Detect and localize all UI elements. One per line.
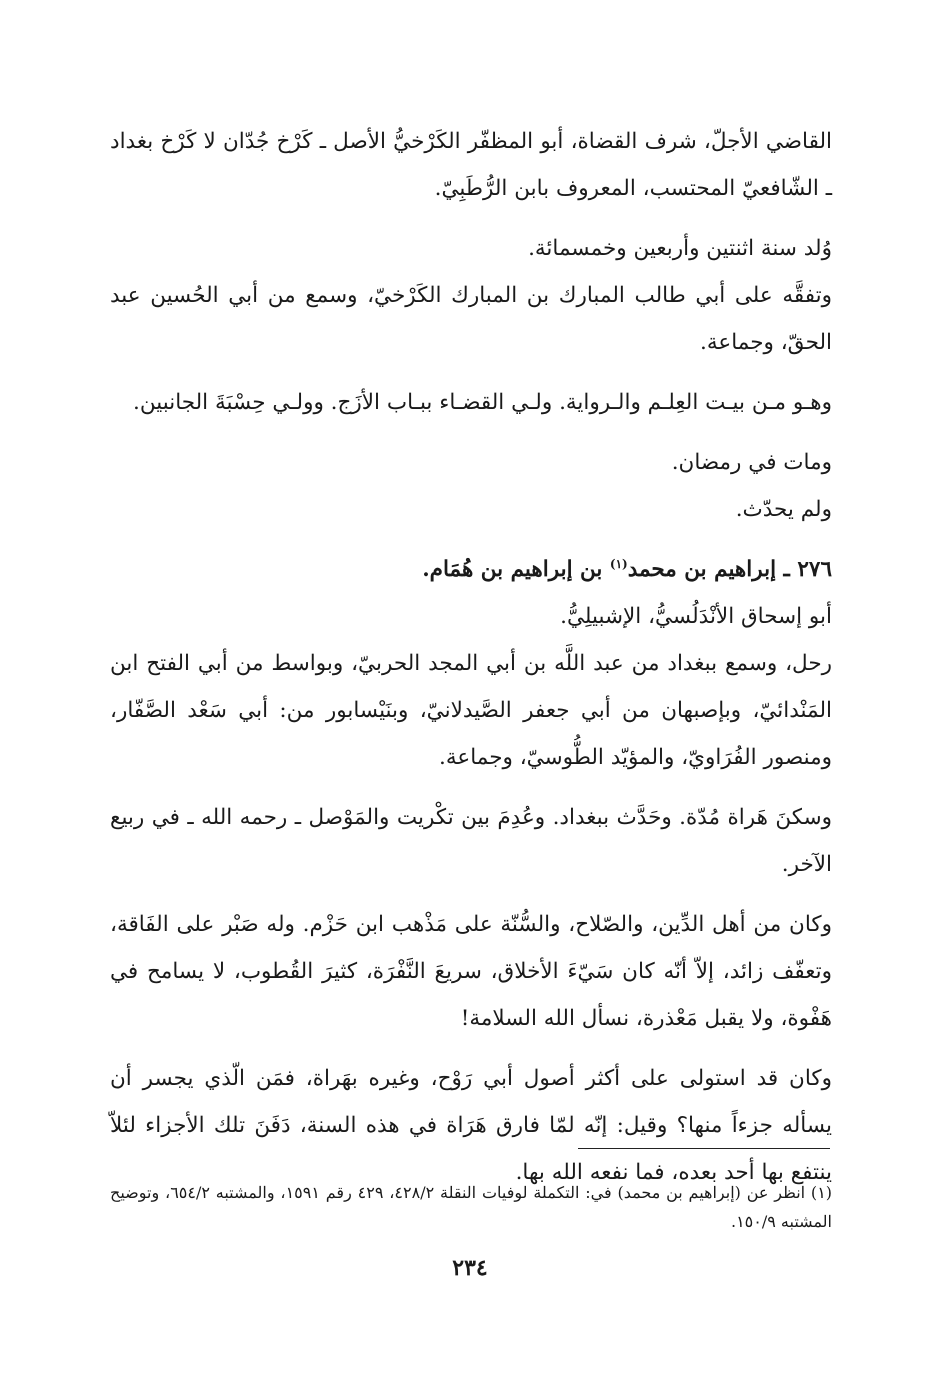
paragraph: وكان من أهل الدِّين، والصّلاح، والسُّنّة على مَذْهب ابن حَزْم. وله صَبْر على الفَاقة، وتعفّف زائد، إلاّ أنّه كان سَيّءَ الأخلاق، سريعَ النَّفْرَة، كثيرَ القُطوب، لا يسامح في هَفْوة، ولا يقبل مَعْذرة، نسأل الله السلامة! (110, 912, 832, 1031)
paragraph: وُلد سنة اثنتين وأربعين وخمسمائة. (528, 236, 832, 261)
entry-title (110, 546, 832, 593)
paragraph: وتفقَّه على أبي طالب المبارك بن المبارك الكَرْخيّ، وسمع من أبي الحُسين عبد الحقّ، وجماعة. (110, 283, 832, 355)
paragraph: القاضي الأجلّ، شرف القضاة، أبو المظفّر الكَرْخيُّ الأصل ـ كَرْخ جُدّان لا كَرْخ بغداد ـ الشّافعيّ المحتسب، المعروف بابن الرُّطَبِيّ. (110, 129, 832, 201)
entry-title-rest: بن إبراهيم بن هُمَام. (422, 557, 610, 582)
paragraph: أبو إسحاق الأنْدَلُسيُّ، الإشبيلِيُّ. (560, 604, 832, 629)
paragraph: وكان قد استولى على أكثر أصول أبي رَوْح، وغيره بهَراة، فمَن الّذي يجسر أن يسأله جزءاً منها؟ وقيل: إنّه لمّا فارق هَرَاة في هذه السنة، دَفَنَ تلك الأجزاء لئلاّ ينتفع بها أحد بعده، فما نفعه الله بها. (110, 1066, 832, 1185)
footnote: (١) انظر عن (إبراهيم بن محمد) في: التكملة لوفيات النقلة ٤٢٨/٢، ٤٢٩ رقم ١٥٩١، والمشتبه ٦٥٤/٢، وتوضيح المشتبه ١٥٠/٩. (110, 1183, 833, 1231)
main-text (110, 118, 832, 1209)
paragraph: وهـو مـن بيـت العِلـم والـرواية. ولـي القضـاء ببـاب الأزَج. وولـي حِسْبَةَ الجانبين. (133, 390, 832, 415)
paragraph: وسكنَ هَراة مُدّة. وحَدَّث ببغداد. وعُدِمَ بين تكْريت والمَوْصل ـ رحمه الله ـ في ربيع الآخر. (110, 805, 832, 877)
page-number: ٢٣٤ (452, 1255, 488, 1281)
paragraph: ومات في رمضان. (671, 450, 832, 475)
paragraph: ولم يحدّث. (735, 497, 832, 522)
footnote-ref: (١) (609, 556, 628, 571)
entry-title-name: ٢٧٦ ـ إبراهيم بن محمد (627, 557, 832, 582)
footnote-divider (578, 1148, 830, 1149)
paragraph: رحل، وسمع ببغداد من عبد اللَّه بن أبي المجد الحربيّ، وبواسط من أبي الفتح ابن المَنْدائيّ، وبإصبهان من أبي جعفر الصَّيدلانيّ، وبنَيْسابور من: أبي سَعْد الصَّفّار، ومنصور الفُرَاويّ، والمؤيّد الطُّوسيّ، وجماعة. (110, 651, 832, 770)
